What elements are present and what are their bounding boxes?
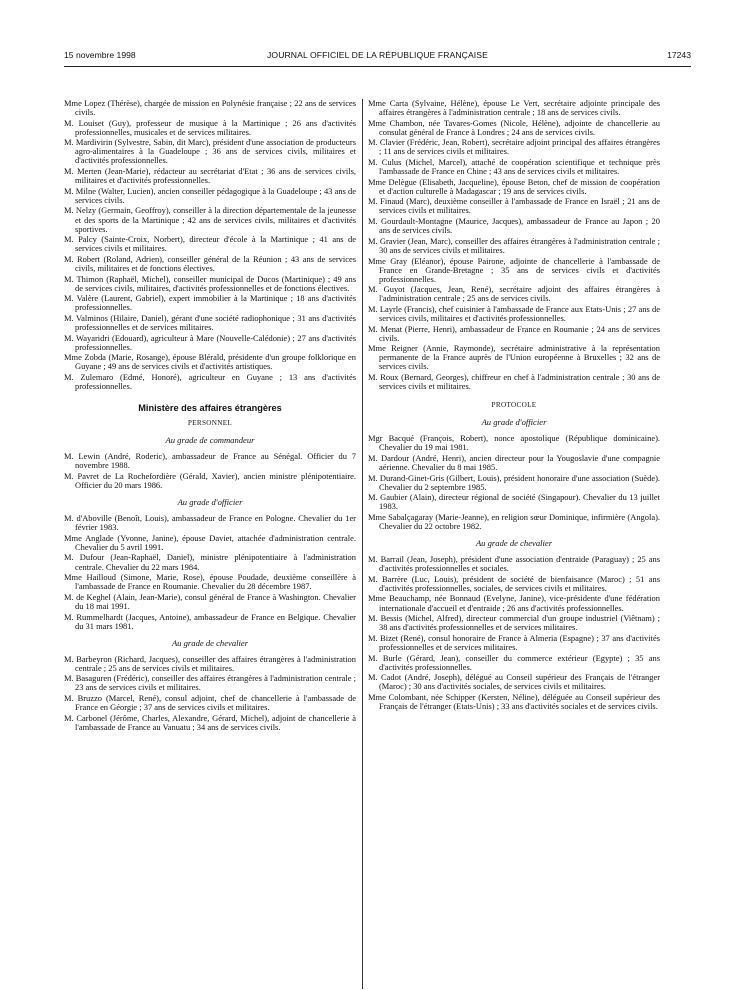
list-item: Mme Delègue (Elisabeth, Jacqueline), épouse Beton, chef de mission de coopération et d'action culturelle à Madagascar ; 19 ans de services civils. <box>368 176 660 196</box>
subsection-personnel: PERSONNEL <box>187 419 233 428</box>
list-item: M. Barrail (Jean, Joseph), président d'une association d'entraide (Paraguay) ; 25 ans d'activités professionnelles et sociales. <box>368 554 660 574</box>
entries-chevalier-left <box>64 655 356 732</box>
grade-commandeur-heading: Au grade de commandeur <box>165 435 255 446</box>
entries-top-right <box>368 99 660 391</box>
list-item: M. Zulemaro (Edmé, Honoré), agriculteur en Guyane ; 13 ans d'activités professionnelles. <box>64 372 356 392</box>
list-item: M. Dufour (Jean-Raphaël, Daniel), ministre plénipotentiaire à l'administration centrale. Chevalier du 22 mars 1984. <box>64 552 356 572</box>
list-item: M. Nelzy (Germain, Geoffroy), conseiller à la direction départementale de la jeunesse et des sports de la Martinique ; 42 ans de services civils, militaires et d'activités sportives. <box>64 205 356 234</box>
entries-officier-left <box>64 514 356 631</box>
list-item: M. Barrère (Luc, Louis), président de société de bienfaisance (Maroc) ; 51 ans d'activités professionnelles, sociales, de services civils et militaires. <box>368 573 660 593</box>
list-item: Mme Carta (Sylvaine, Hélène), épouse Le Vert, secrétaire adjointe principale des affaires étrangères à l'administration centrale ; 18 ans de services civils. <box>368 98 660 118</box>
list-item: M. Burle (Gérard, Jean), conseiller du commerce extérieur (Egypte) ; 35 ans d'activités professionnelles. <box>368 652 660 672</box>
list-item: M. Basaguren (Frédéric), conseiller des affaires étrangères à l'administration centrale ; 23 ans de services civils et militaires. <box>64 673 356 693</box>
grade-chevalier-heading: Au grade de chevalier <box>171 637 249 648</box>
list-item: M. Gourdault-Montagne (Maurice, Jacques), ambassadeur de France au Japon ; 20 ans de services civils. <box>368 216 660 236</box>
list-item: M. Thimon (Raphaël, Michel), conseiller municipal de Ducos (Martinique) ; 49 ans de services civils, militaires, d'activités professionnelles et de fonctions électives. <box>64 273 356 293</box>
list-item: M. Wayaridri (Edouard), agriculteur à Mare (Nouvelle-Calédonie) ; 27 ans d'activités professionnelles. <box>64 332 356 352</box>
list-item: Mme Sabalçagaray (Marie-Jeanne), en religion sœur Dominique, infirmière (Angola). Chevalier du 22 octobre 1982. <box>368 511 660 532</box>
grade-officier-heading: Au grade d'officier <box>177 497 243 508</box>
grade-officier-heading-right: Au grade d'officier <box>481 417 547 428</box>
header-page-number: 17243 <box>667 50 691 60</box>
list-item: Mme Hailloud (Simone, Marie, Rose), épouse Poudade, deuxième conseillère à l'ambassade de France en Roumanie. Chevalier du 28 décembre 1987. <box>64 572 356 592</box>
list-item: M. Layrle (Francis), chef cuisinier à l'ambassade de France aux Etats-Unis ; 27 ans de services civils, militaires et d'activités professionnelles. <box>368 303 660 323</box>
list-item: M. Dardour (André, Henri), ancien directeur pour la Yougoslavie d'une compagnie aérienne. Chevalier du 8 mai 1985. <box>368 452 660 472</box>
header-journal-title: JOURNAL OFFICIEL DE LA RÉPUBLIQUE FRANÇAISE <box>267 50 488 60</box>
list-item: M. Bruzzo (Marcel, René), consul adjoint, chef de chancellerie à l'ambassade de France en Géorgie ; 37 ans de services civils et militaires. <box>64 693 356 713</box>
list-item: M. Robert (Roland, Adrien), conseiller général de la Réunion ; 43 ans de services civils, militaires et de fonctions électives. <box>64 253 356 273</box>
list-item: M. Cadot (André, Joseph), délégué au Conseil supérieur des Français de l'étranger (Maroc) ; 30 ans d'activités sociales, de services civils et militaires. <box>368 672 660 692</box>
list-item: M. Gravier (Jean, Marc), conseiller des affaires étrangères à l'administration centrale ; 30 ans de services civils et militaires. <box>368 235 660 255</box>
section-title: Ministère des affaires étrangères <box>138 403 282 414</box>
list-item: M. Pavret de La Rochefordière (Gérald, Xavier), ancien ministre plénipotentiaire. Officier du 20 mars 1986. <box>64 470 356 490</box>
header-date: 15 novembre 1998 <box>64 50 136 60</box>
list-item: M. de Keghel (Alain, Jean-Marie), consul général de France à Washington. Chevalier du 18 mai 1991. <box>64 591 356 611</box>
list-item: M. Carbonel (Jérôme, Charles, Alexandre, Gérard, Michel), adjoint de chancellerie à l'ambassade de France au Vanuatu ; 34 ans de services civils. <box>64 712 356 732</box>
list-item: Mme Colombant, née Schipper (Kersten, Néline), déléguée au Conseil supérieur des Français de l'étranger (Etats-Unis) ; 33 ans d'activités sociales et de services civils. <box>368 691 660 711</box>
list-item: M. Bizet (René), consul honoraire de France à Almeria (Espagne) ; 37 ans d'activités professionnelles et de services militaires. <box>368 632 660 652</box>
list-item: M. Valminos (Hilaire, Daniel), gérant d'une société radiophonique ; 31 ans d'activités professionnelles et de services militaires. <box>64 312 356 333</box>
page-header <box>64 50 691 64</box>
list-item: M. Louiset (Guy), professeur de musique à la Martinique ; 26 ans d'activités professionnelles, musicales et de services militaires. <box>64 117 356 137</box>
entries-top-left <box>64 99 356 391</box>
entries-chevalier-right <box>368 555 660 711</box>
list-item: Mme Lopez (Thérèse), chargée de mission en Polynésie française ; 22 ans de services civils. <box>64 98 356 118</box>
list-item: M. Mardivirin (Sylvestre, Sabin, dit Marc), président d'une association de producteurs agro-alimentaires à la Guadeloupe ; 36 ans de services civils, militaires et d'activités professionnelles. <box>64 137 356 166</box>
list-item: M. Menat (Pierre, Henri), ambassadeur de France en Roumanie ; 24 ans de services civils. <box>368 323 660 343</box>
column-divider <box>362 99 363 989</box>
list-item: M. Gaubier (Alain), directeur régional de société (Singapour). Chevalier du 13 juillet 1983. <box>368 492 660 512</box>
list-item: M. Durand-Ginet-Gris (Gilbert, Louis), président honoraire d'une association (Suède). Chevalier du 2 septembre 1985. <box>368 472 660 492</box>
list-item: Mgr Bacqué (François, Robert), nonce apostolique (République dominicaine). Chevalier du 19 mai 1981. <box>368 433 660 453</box>
header-rule <box>64 66 691 67</box>
list-item: M. d'Aboville (Benoît, Louis), ambassadeur de France en Pologne. Chevalier du 1er février 1983. <box>64 513 356 533</box>
list-item: M. Roux (Bernard, Georges), chiffreur en chef à l'administration centrale ; 30 ans de services civils et militaires. <box>368 372 660 392</box>
list-item: Mme Beauchamp, née Bonnaud (Evelyne, Janine), vice-présidente d'une fédération internationale d'accueil et d'entraide ; 26 ans d'activités professionnelles. <box>368 593 660 613</box>
right-column <box>368 99 660 713</box>
list-item: M. Finaud (Marc), deuxième conseiller à l'ambassade de France en Israël ; 21 ans de services civils et militaires. <box>368 196 660 216</box>
list-item: M. Merten (Jean-Marie), rédacteur au secrétariat d'Etat ; 36 ans de services civils, militaires et d'activités professionnelles. <box>64 166 356 186</box>
list-item: M. Guyot (Jacques, Jean, René), secrétaire adjoint des affaires étrangères à l'administration centrale ; 25 ans de services civils. <box>368 284 660 304</box>
list-item: M. Bessis (Michel, Alfred), directeur commercial d'un groupe industriel (Viêtnam) ; 38 ans d'activités professionnelles et de services militaires. <box>368 613 660 633</box>
entries-commandeur <box>64 452 356 490</box>
list-item: M. Palcy (Sainte-Croix, Norbert), directeur d'école à la Martinique ; 41 ans de services civils et militaires. <box>64 234 356 254</box>
list-item: Mme Reigner (Annie, Raymonde), secrétaire administrative à la représentation permanente de la France auprès de l'Union européenne à Bruxelles ; 32 ans de services civils. <box>368 343 660 372</box>
list-item: M. Milne (Walter, Lucien), ancien conseiller pédagogique à la Guadeloupe ; 43 ans de services civils. <box>64 185 356 205</box>
list-item: M. Valère (Laurent, Gabriel), expert immobilier à la Martinique ; 18 ans d'activités professionnelles. <box>64 293 356 313</box>
entries-officier-right <box>368 434 660 531</box>
subsection-protocole: PROTOCOLE <box>491 401 537 410</box>
list-item: M. Barbeyron (Richard, Jacques), conseiller des affaires étrangères à l'administration centrale ; 25 ans de services civils et militaires. <box>64 653 356 673</box>
list-item: M. Rummelhardt (Jacques, Antoine), ambassadeur de France en Belgique. Chevalier du 31 mars 1981. <box>64 611 356 631</box>
list-item: Mme Chambon, née Tavares-Gomes (Nicole, Hélène), adjointe de chancellerie au consulat général de France à Londres ; 24 ans de services civils. <box>368 117 660 137</box>
left-column <box>64 99 356 733</box>
list-item: M. Clavier (Frédéric, Jean, Robert), secrétaire adjoint principal des affaires étrangères ; 11 ans de services civils et militaires. <box>368 137 660 157</box>
list-item: Mme Gray (Eléanor), épouse Pairone, adjointe de chancellerie à l'ambassade de France en Grande-Bretagne ; 35 ans de services civils et d'activités professionnelles. <box>368 255 660 284</box>
list-item: M. Lewin (André, Roderic), ambassadeur de France au Sénégal. Officier du 7 novembre 1988. <box>64 451 356 471</box>
list-item: Mme Zobda (Marie, Rosange), épouse Blérald, présidente d'un groupe folklorique en Guyane ; 49 ans de services civils et d'activités artistiques. <box>64 352 356 372</box>
grade-chevalier-heading-right: Au grade de chevalier <box>475 538 553 549</box>
list-item: Mme Anglade (Yvonne, Janine), épouse Daviet, attachée d'administration centrale. Chevalier du 5 avril 1991. <box>64 532 356 552</box>
list-item: M. Culus (Michel, Marcel), attaché de coopération scientifique et technique près l'ambassade de France en Chine ; 43 ans de services civils et militaires. <box>368 157 660 177</box>
